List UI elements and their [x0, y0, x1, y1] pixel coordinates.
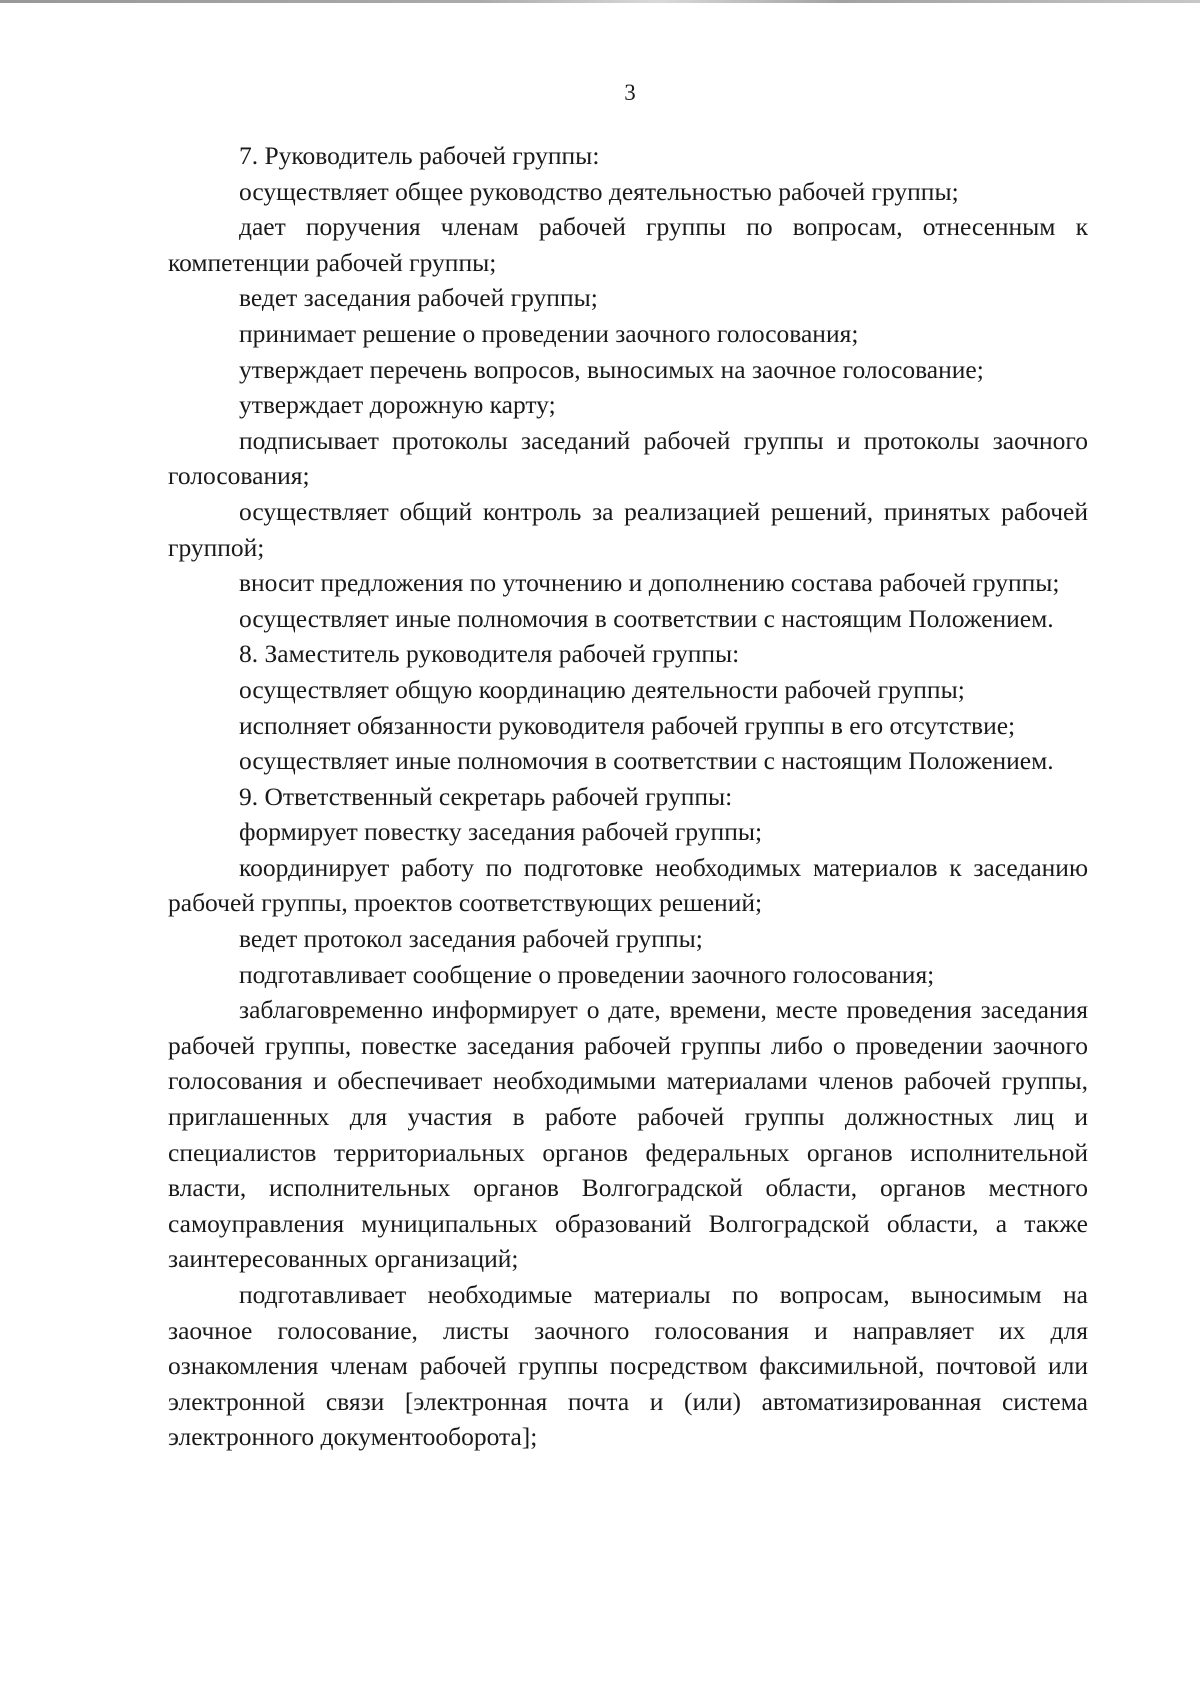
paragraph: осуществляет общее руководство деятельностью рабочей группы;: [239, 176, 959, 206]
scan-top-edge: [0, 0, 1200, 3]
paragraph: заблаговременно информирует о дате, времени, месте проведения заседания рабочей группы, повестке заседания рабочей группы либо о проведении заочного голосования и обеспечивает необходимыми материалами членов рабочей группы, приглашенных для участия в работе рабочей группы должностных лиц и специалистов территориальных органов федеральных органов исполнительной власти, исполнительных органов Волгоградской области, органов местного самоуправления муниципальных образований Волгоградской области, а также заинтересованных организаций;: [168, 995, 1088, 1274]
page-number: 3: [624, 80, 636, 105]
paragraph: осуществляет иные полномочия в соответствии с настоящим Положением.: [239, 603, 1054, 633]
paragraph: принимает решение о проведении заочного голосования;: [239, 318, 859, 348]
paragraph: ведет протокол заседания рабочей группы;: [239, 924, 703, 954]
paragraph: дает поручения членам рабочей группы по вопросам, отнесенным к компетенции рабочей группы;: [168, 212, 1088, 277]
paragraph: вносит предложения по уточнению и дополнению состава рабочей группы;: [239, 568, 1060, 598]
paragraph: подготавливает необходимые материалы по вопросам, выносимым на заочное голосование, листы заочного голосования и направляет их для ознакомления членам рабочей группы посредством факсимильной, почтовой или электронной связи [электронная почта и (или) автоматизированная система электронного документооборота];: [168, 1280, 1088, 1452]
paragraph: 9. Ответственный секретарь рабочей группы:: [239, 781, 733, 811]
paragraph: формирует повестку заседания рабочей группы;: [239, 817, 763, 847]
paragraph: 7. Руководитель рабочей группы:: [239, 141, 600, 170]
paragraph: координирует работу по подготовке необходимых материалов к заседанию рабочей группы, проектов соответствующих решений;: [168, 852, 1088, 918]
paragraph: 8. Заместитель руководителя рабочей группы:: [239, 639, 740, 669]
paragraph: исполняет обязанности руководителя рабочей группы в его отсутствие;: [239, 710, 1016, 740]
paragraph: подготавливает сообщение о проведении заочного голосования;: [239, 959, 935, 989]
paragraph: осуществляет общий контроль за реализацией решений, принятых рабочей группой;: [168, 496, 1088, 562]
paragraph: ведет заседания рабочей группы;: [239, 283, 598, 313]
paragraph: осуществляет общую координацию деятельности рабочей группы;: [239, 674, 965, 704]
paragraph: подписывает протоколы заседаний рабочей группы и протоколы заочного голосования;: [168, 425, 1088, 491]
paragraph: осуществляет иные полномочия в соответствии с настоящим Положением.: [239, 746, 1054, 776]
document-body: [168, 138, 1088, 1455]
paragraph: утверждает перечень вопросов, выносимых на заочное голосование;: [239, 354, 984, 384]
paragraph: утверждает дорожную карту;: [239, 390, 556, 420]
